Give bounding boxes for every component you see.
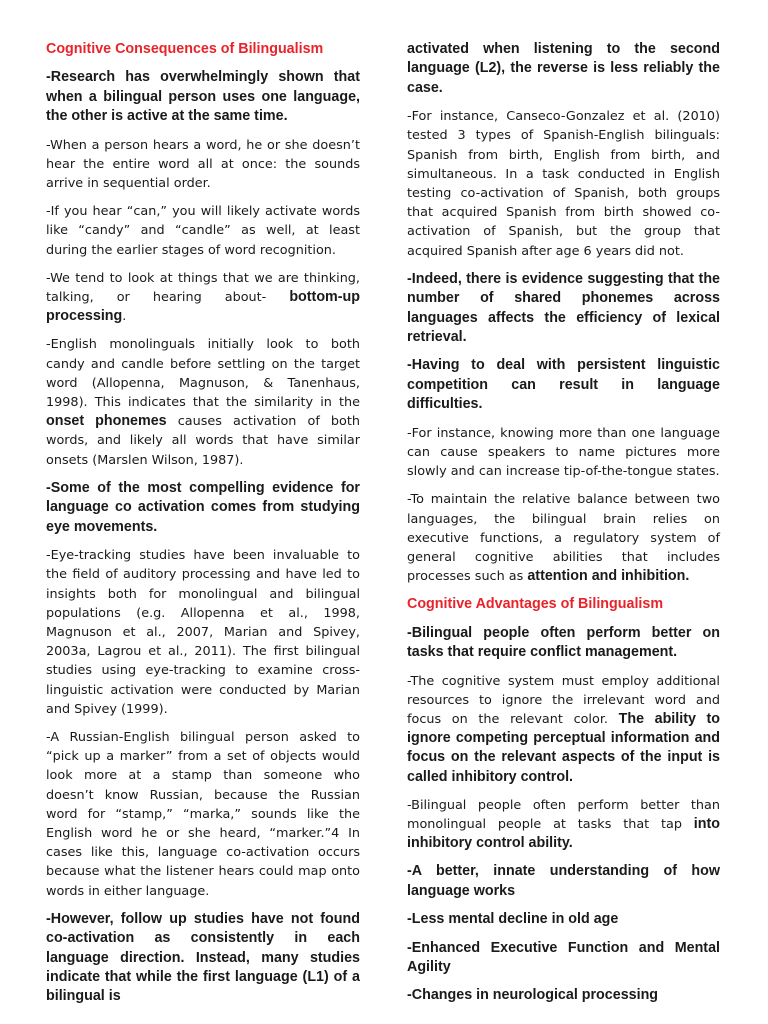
bold-term: onset phonemes bbox=[46, 413, 167, 430]
paragraph bbox=[407, 796, 720, 854]
paragraph-text: -The cognitive system must employ additional resources to ignore the irrelevant word and focus on the relevant color. bbox=[407, 673, 720, 727]
paragraph bbox=[407, 672, 720, 787]
paragraph-text: -We tend to look at things that we are thinking, talking, or hearing about- bbox=[46, 270, 360, 306]
paragraph: -For instance, knowing more than one language can cause speakers to name pictures more slowly and can increase tip-of-the-tongue states. bbox=[407, 425, 720, 480]
paragraph-text: -Bilingual people often perform better than monolingual people at tasks that tap bbox=[407, 797, 720, 832]
bold-term: The ability to ignore competing perceptual information and focus on the relevant aspects of the input is called inhibitory control. bbox=[407, 710, 721, 785]
paragraph: -Eye-tracking studies have been invaluable to the field of auditory processing and have led to insights both for monolingual and bilingual populations (e.g. Allopenna et al., 1998, Magnuson et al., 2007, Marian and Spivey, 2003a, Lagrou et al., 2011). The first bilingual studies using eye-tracking to examine cross-linguistic activation were conducted by Marian and Spivey (1999). bbox=[46, 548, 360, 717]
paragraph: -When a person hears a word, he or she doesn’t hear the entire word all at once: the sounds arrive in sequential order. bbox=[46, 137, 360, 192]
paragraph bbox=[46, 335, 360, 469]
bold-term: into inhibitory control ability. bbox=[407, 815, 720, 852]
section-heading-consequences: Cognitive Consequences of Bilingualism bbox=[46, 41, 324, 57]
paragraph: -For instance, Canseco-Gonzalez et al. (2010) tested 3 types of Spanish-English bilinguals: Spanish from birth, English from birth, and simultaneous. In a task conducted in English testing co-activation of Spanish, both groups that acquired Spanish from birth showed co-activation of Spanish, but the group that acquired Spanish after age 6 years did not. bbox=[407, 109, 720, 259]
paragraph: -A Russian-English bilingual person asked to “pick up a marker” from a set of objects would look more at a stamp than someone who doesn’t know Russian, because the Russian word for “stamp,” “marka,” sounds like the English word he or she heard, “marker.”4 In cases like this, language co-activation occurs because what the listener hears could map onto words in either language. bbox=[46, 729, 360, 899]
list-item: -A better, innate understanding of how language works bbox=[407, 863, 720, 899]
paragraph bbox=[407, 490, 720, 586]
paragraph-text: causes activation of both words, and likely all words that have similar onsets (Marslen Wilson, 1987). bbox=[46, 414, 361, 468]
list-item: -Changes in neurological processing bbox=[407, 987, 659, 1004]
list-item: -Less mental decline in old age bbox=[407, 911, 619, 928]
paragraph: -Having to deal with persistent linguistic competition can result in language difficulties. bbox=[407, 357, 720, 413]
paragraph: activated when listening to the second language (L2), the reverse is less reliably the case. bbox=[407, 41, 720, 96]
left-column bbox=[46, 40, 360, 1016]
right-column bbox=[407, 40, 720, 1015]
paragraph: -If you hear “can,” you will likely activate words like “candy” and “candle” as well, at least during the earlier stages of word recognition. bbox=[46, 204, 360, 258]
section-heading-advantages: Cognitive Advantages of Bilingualism bbox=[407, 596, 664, 613]
paragraph: -Some of the most compelling evidence for language co activation comes from studying eye movements. bbox=[46, 479, 360, 535]
paragraph: -However, follow up studies have not found co-activation as consistently in each language direction. Instead, many studies indicate that while the first language (L1) of a bilingual is bbox=[46, 910, 360, 1005]
paragraph: -Research has overwhelmingly shown that when a bilingual person uses one language, the other is active at the same time. bbox=[46, 69, 360, 125]
paragraph: -Bilingual people often perform better on tasks that require conflict management. bbox=[407, 624, 720, 661]
paragraph-text: -English monolinguals initially look to both candy and candle before settling on the target word (Allopenna, Magnuson, & Tanenhaus, 1998). This indicates that the similarity in the bbox=[46, 337, 360, 411]
bold-term: attention and inhibition. bbox=[527, 568, 690, 585]
paragraph-text: . bbox=[122, 309, 127, 325]
bold-term: bottom-up processing bbox=[46, 289, 360, 325]
paragraph-text: -To maintain the relative balance between two languages, the bilingual brain relies on executive functions, a regulatory system of general cognitive abilities that includes processes such as bbox=[407, 492, 720, 585]
paragraph bbox=[46, 269, 360, 327]
paragraph: -Indeed, there is evidence suggesting that the number of shared phonemes across languages affects the efficiency of lexical retrieval. bbox=[407, 270, 720, 346]
list-item: -Enhanced Executive Function and Mental Agility bbox=[407, 939, 720, 975]
